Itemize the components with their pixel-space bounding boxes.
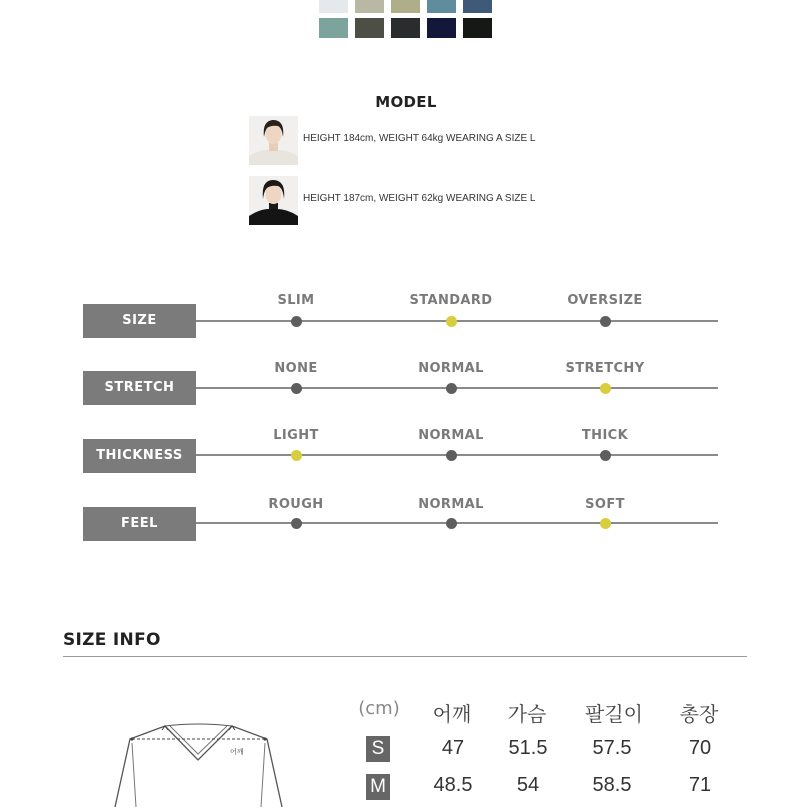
color-swatch[interactable]: [355, 18, 384, 38]
rating-dot: [291, 518, 302, 529]
table-cell: 51.5: [508, 737, 548, 759]
rating-option: ROUGH: [268, 497, 324, 512]
model-info-2: HEIGHT 187cm, WEIGHT 62kg WEARING A SIZE L: [303, 193, 536, 204]
diagram-label: 어깨: [230, 748, 244, 756]
rating-option: NONE: [274, 361, 318, 376]
color-swatch[interactable]: [391, 18, 420, 38]
table-cell: 71: [688, 774, 712, 796]
column-header: 총장: [679, 702, 719, 726]
rating-option: LIGHT: [273, 428, 319, 443]
rating-option: STANDARD: [409, 293, 493, 308]
unit-label: (cm): [358, 698, 400, 719]
rating-option: SOFT: [585, 497, 625, 512]
color-swatch[interactable]: [319, 18, 348, 38]
rating-dot: [446, 518, 457, 529]
rating-dot: [291, 383, 302, 394]
rating-label: FEEL: [83, 507, 196, 541]
model-photo-1: [249, 116, 298, 165]
model-photo-2: [249, 176, 298, 225]
rating-track: [196, 522, 718, 524]
rating-track: [196, 454, 718, 456]
rating-track: [196, 320, 718, 322]
rating-dot: [291, 316, 302, 327]
table-cell: 57.5: [592, 737, 632, 759]
size-info-title: SIZE INFO: [63, 630, 161, 650]
color-swatch[interactable]: [463, 0, 492, 13]
table-cell: 54: [516, 774, 540, 796]
table-cell: 47: [441, 737, 465, 759]
rating-dot: [291, 450, 302, 461]
table-cell: 58.5: [592, 774, 632, 796]
color-swatch[interactable]: [463, 18, 492, 38]
rating-option: NORMAL: [418, 361, 484, 376]
rating-dot: [446, 383, 457, 394]
table-cell: 48.5: [433, 774, 473, 796]
rating-option: OVERSIZE: [567, 293, 643, 308]
rating-dot: [446, 450, 457, 461]
color-swatch[interactable]: [427, 18, 456, 38]
rating-thickness: [0, 425, 803, 485]
color-swatch[interactable]: [427, 0, 456, 13]
rating-dot: [600, 450, 611, 461]
rating-track: [196, 387, 718, 389]
color-swatch[interactable]: [319, 0, 348, 13]
column-header: 팔길이: [585, 702, 643, 726]
rating-option: NORMAL: [418, 428, 484, 443]
rating-dot: [600, 316, 611, 327]
divider: [63, 656, 747, 657]
rating-label: THICKNESS: [83, 439, 196, 473]
rating-option: SLIM: [277, 293, 315, 308]
rating-option: THICK: [581, 428, 629, 443]
rating-label: SIZE: [83, 304, 196, 338]
rating-size: [0, 290, 803, 350]
model-info-1: HEIGHT 184cm, WEIGHT 64kg WEARING A SIZE L: [303, 133, 536, 144]
table-cell: 70: [688, 737, 712, 759]
column-header: 가슴: [507, 702, 547, 726]
rating-option: STRETCHY: [565, 361, 645, 376]
rating-label: STRETCH: [83, 371, 196, 405]
column-header: 어깨: [432, 702, 472, 726]
rating-dot: [600, 383, 611, 394]
rating-stretch: [0, 358, 803, 418]
rating-option: NORMAL: [418, 497, 484, 512]
size-badge: M: [366, 774, 390, 800]
rating-dot: [600, 518, 611, 529]
size-badge: S: [366, 736, 390, 762]
model-title: MODEL: [375, 93, 437, 111]
color-swatch[interactable]: [355, 0, 384, 13]
color-swatch[interactable]: [391, 0, 420, 13]
rating-dot: [446, 316, 457, 327]
sweater-diagram: [110, 712, 290, 811]
rating-feel: [0, 494, 803, 554]
